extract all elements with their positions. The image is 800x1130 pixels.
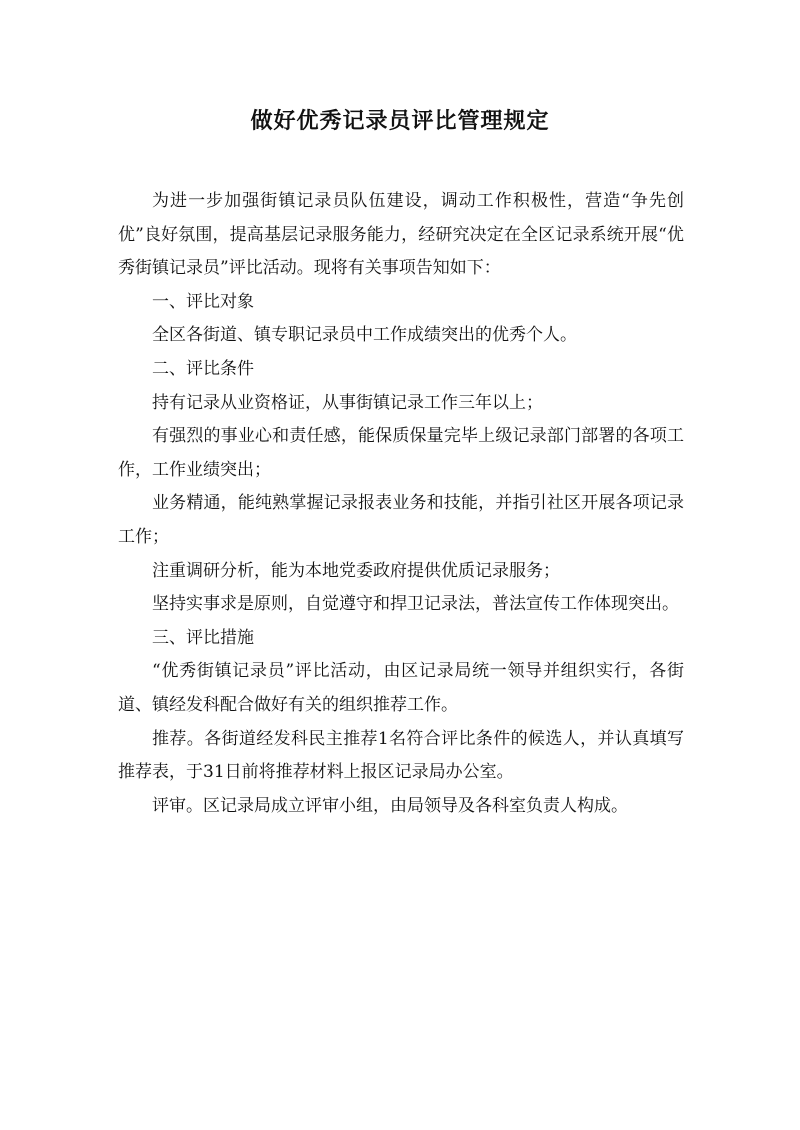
intro-paragraph: 为进一步加强街镇记录员队伍建设，调动工作积极性，营造“争先创优”良好氛围，提高基层记录服务能力，经研究决定在全区记录系统开展“优秀街镇记录员”评比活动。现将有关事项告知如下： [118,191,684,279]
document-title: 做好优秀记录员评比管理规定 [250,108,550,134]
document-body [118,185,684,823]
criteria-item: 坚持实事求是原则，自觉遵守和捍卫记录法，普法宣传工作体现突出。 [152,594,679,615]
section-heading-measures: 三、评比措施 [152,627,254,648]
criteria-item: 业务精通，能纯熟掌握记录报表业务和技能，并指引社区开展各项记录工作； [118,493,684,547]
criteria-item: 有强烈的事业心和责任感，能保质保量完毕上级记录部门部署的各项工作，工作业绩突出； [118,426,684,480]
section-heading-target: 一、评比对象 [152,291,254,312]
section-heading-criteria: 二、评比条件 [152,358,254,379]
measures-paragraph: “优秀街镇记录员”评比活动，由区记录局统一领导并组织实行，各街道、镇经发科配合做好有关的组织推荐工作。 [118,661,684,715]
criteria-item: 持有记录从业资格证，从事街镇记录工作三年以上； [152,392,543,413]
measures-paragraph: 推荐。各街道经发科民主推荐1名符合评比条件的候选人，并认真填写推荐表，于31日前将推荐材料上报区记录局办公室。 [118,728,684,783]
target-paragraph: 全区各街道、镇专职记录员中工作成绩突出的优秀个人。 [152,325,577,346]
measures-paragraph: 评审。区记录局成立评审小组，由局领导及各科室负责人构成。 [152,795,628,816]
criteria-item: 注重调研分析，能为本地党委政府提供优质记录服务； [152,560,560,581]
